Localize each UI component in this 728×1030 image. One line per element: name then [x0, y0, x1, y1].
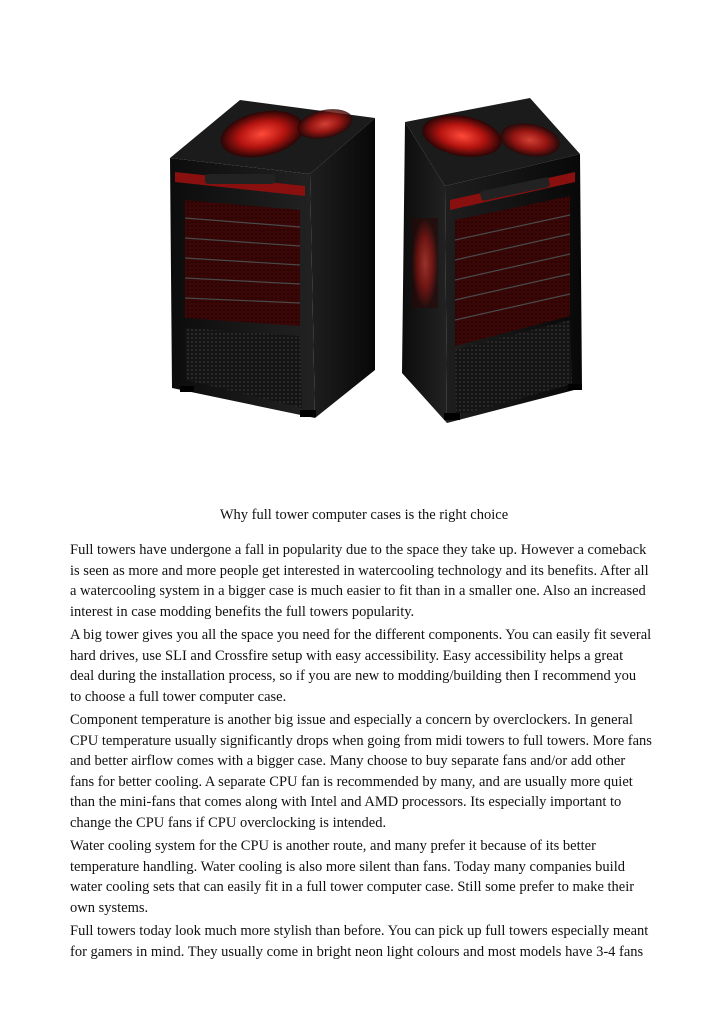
paragraph-style: Full towers today look much more stylish than before. You can pick up full towers especially meant for gamers in mind. They usually come in bright neon light colours and most models have 3-4 fans: [70, 923, 649, 960]
computer-cases-photo: [150, 88, 600, 423]
left-case: [170, 100, 375, 418]
right-case: [402, 98, 582, 423]
paragraph-popularity: Full towers have undergone a fall in popularity due to the space they take up. However a comeback is seen as more and more people get interested in watercooling technology and its benefits. After all a watercooling system in a bigger case is much easier to fit than in a smaller one. Also an increased interest in case modding benefits the full towers popularity.: [70, 542, 649, 620]
document-title: Why full tower computer cases is the right choice: [219, 507, 509, 523]
paragraph-temperature: Component temperature is another big issue and especially a concern by overclockers. In general CPU temperature usually significantly drops when going from midi towers to full towers. More fans and better airflow comes with a bigger case. Many choose to buy separate fans and/or add other fans for better cooling. A separate CPU fan is recommended by many, and are usually more quiet than the mini-fans that comes along with Intel and AMD processors. Its especially important to change the CPU fans if CPU overclocking is intended.: [70, 712, 652, 831]
paragraph-water-cooling: Water cooling system for the CPU is another route, and many prefer it because of its better temperature handling. Water cooling is also more silent than fans. Today many companies build water cooling sets that can easily fit in a full tower computer case. Still some prefer to make their own systems.: [70, 838, 635, 916]
paragraph-space: A big tower gives you all the space you need for the different components. You can easily fit several hard drives, use SLI and Crossfire setup with easy accessibility. Easy accessibility helps a great deal during the installation process, so if you are new to modding/building then I recommend you to choose a full tower computer case.: [70, 627, 652, 705]
